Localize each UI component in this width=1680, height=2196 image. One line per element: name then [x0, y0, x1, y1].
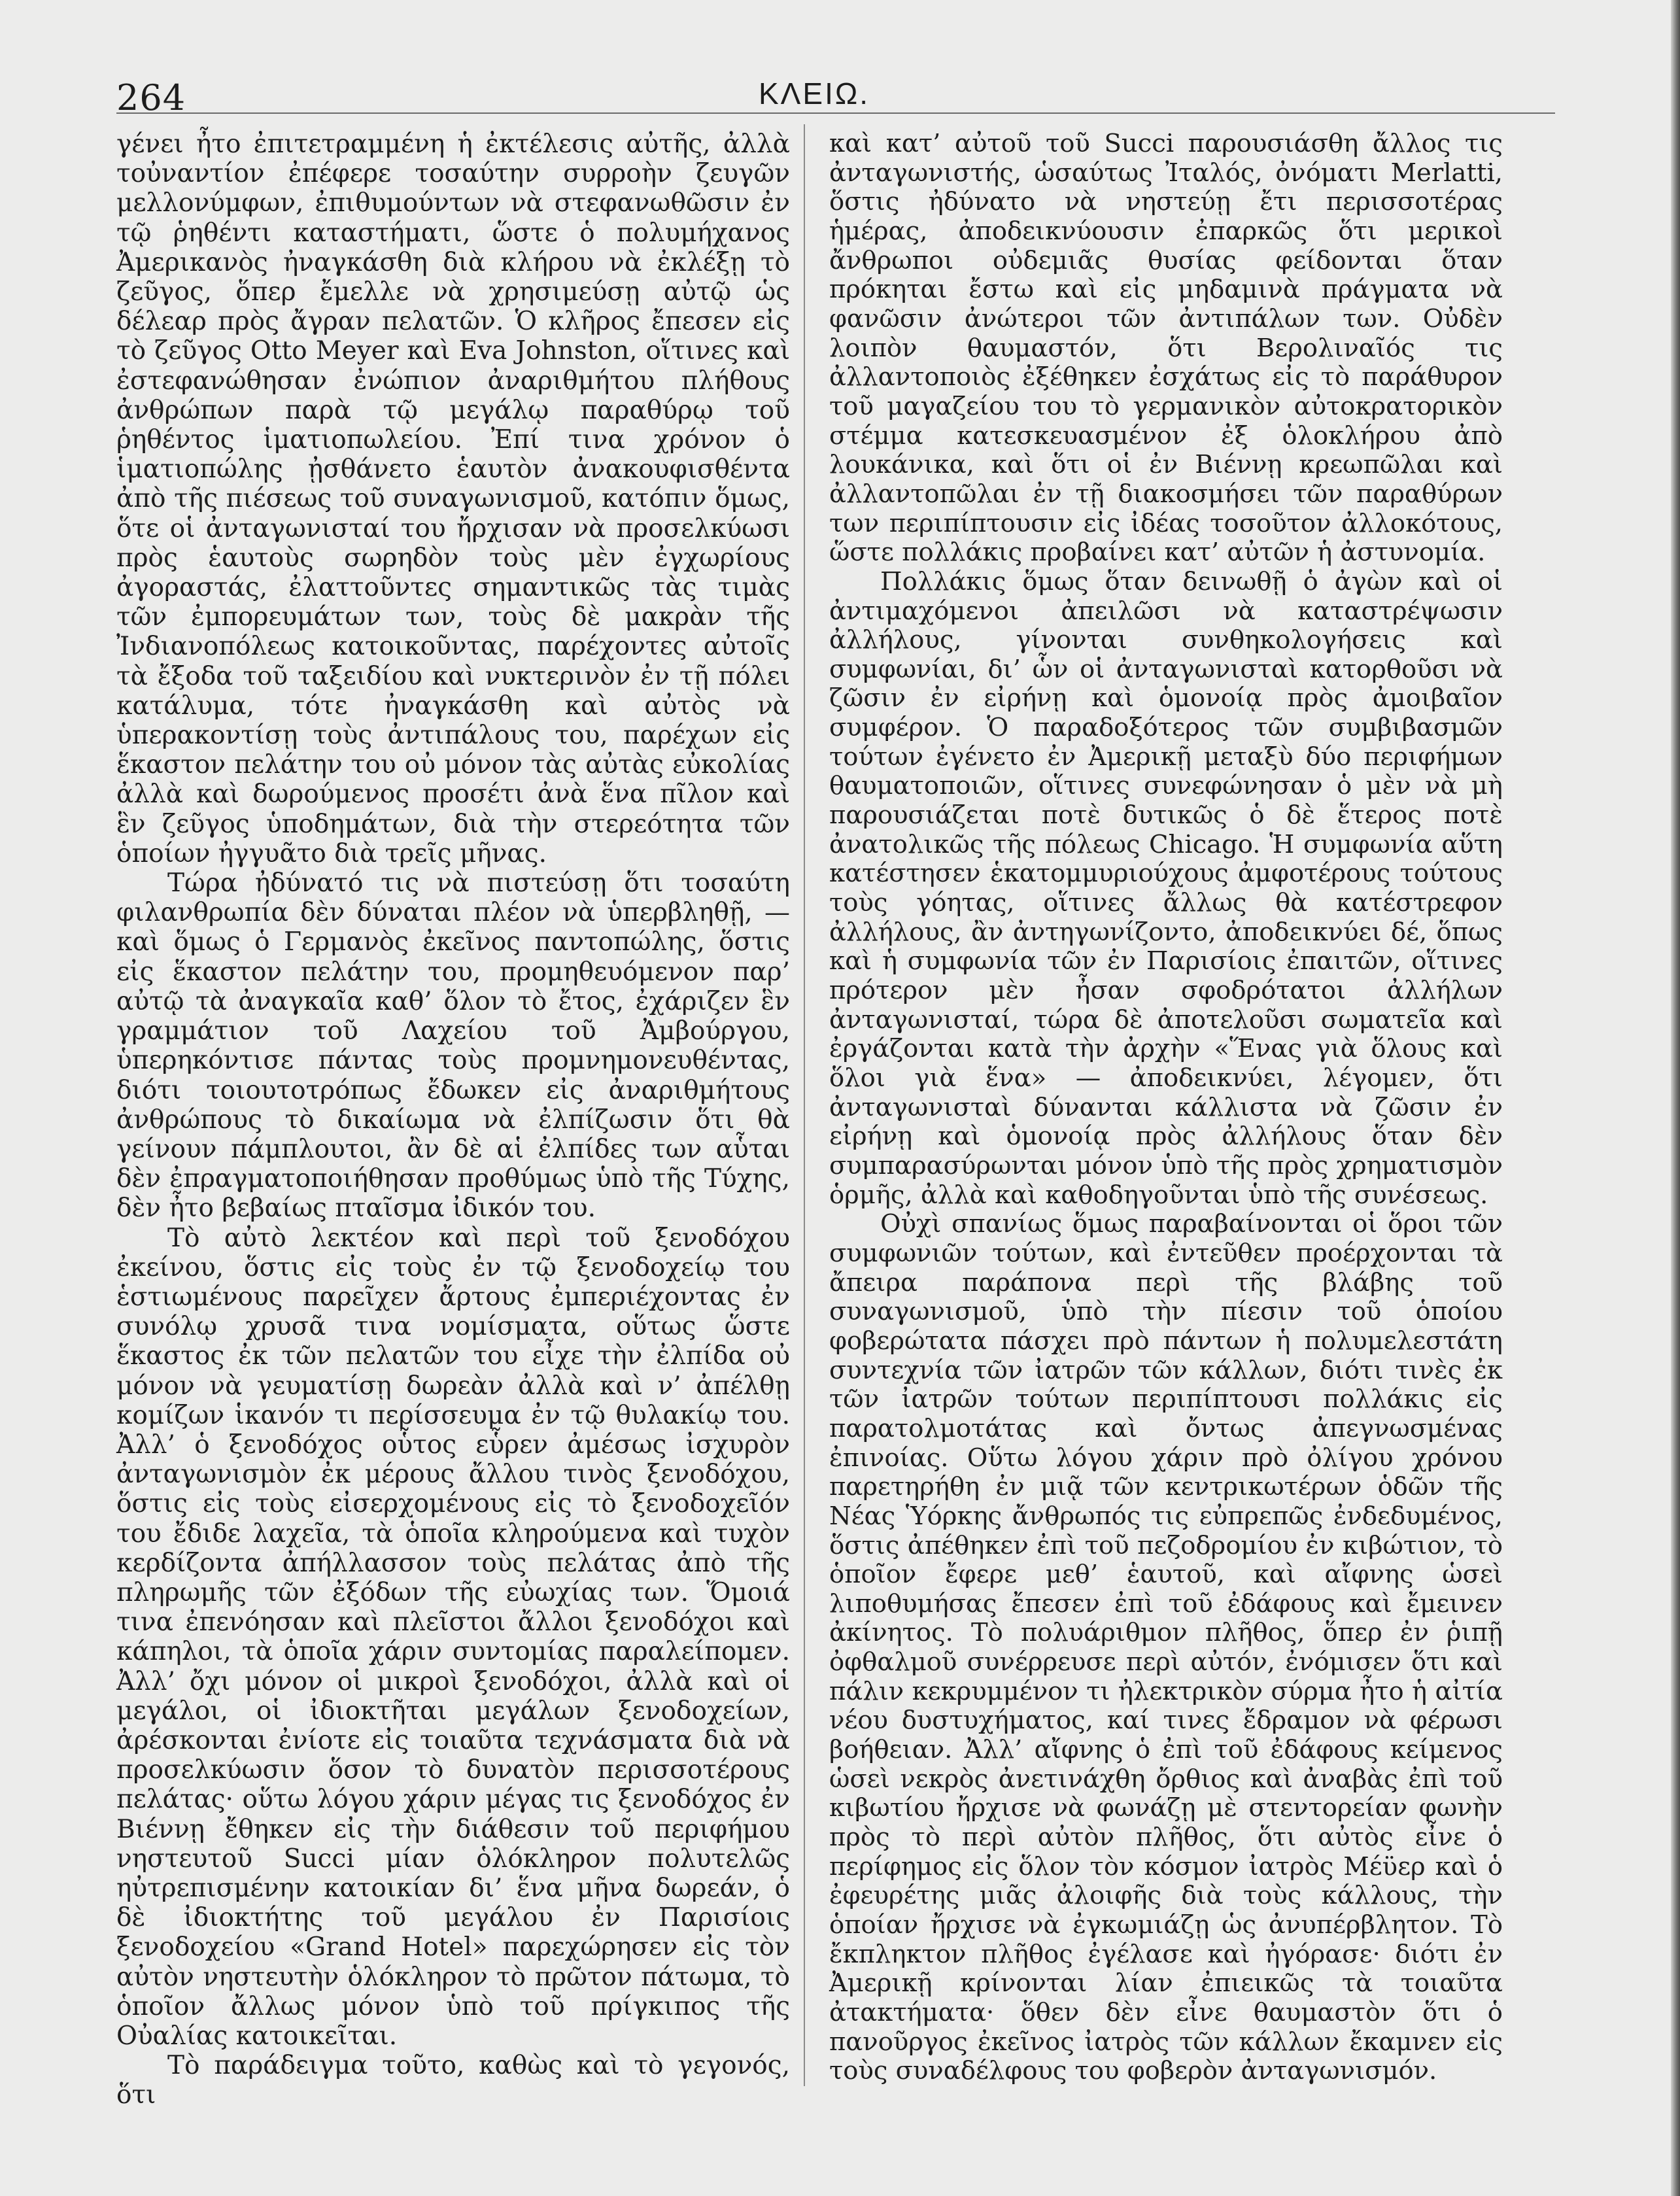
paragraph: Πολλάκις ὅμως ὅταν δεινωθῇ ὁ ἀγὼν καὶ οἱ ἀντιμαχόμενοι ἀπειλῶσι νὰ καταστρέψωσιν ἀλλήλους, γίνονται συνθηκολογήσεις καὶ συμφωνίαι, δι’ ὧν οἱ ἀνταγωνισταὶ κατορθοῦσι νὰ ζῶσιν ἐν εἰρήνῃ καὶ ὁμονοίᾳ πρὸς ἀμοιβαῖον συμφέρον. Ὁ παραδοξότερος τῶν συμβιβασμῶν τούτων ἐγένετο ἐν Ἀμερικῇ μεταξὺ δύο περιφήμων θαυματοποιῶν, οἵτινες συνεφώνησαν ὁ μὲν νὰ μὴ παρουσιάζεται ποτὲ δυτικῶς ὁ δὲ ἕτερος ποτὲ ἀνατολικῶς τῆς πόλεως Chicago. Ἡ συμφωνία αὕτη κατέστησεν ἑκατομμυριούχους ἀμφοτέρους τούτους τοὺς γόητας, οἵτινες ἄλλως θὰ κατέστρεφον ἀλλήλους, ἂν ἀντηγωνίζοντο, ἀποδεικνύει δέ, ὅπως καὶ ἡ συμφωνία τῶν ἐν Παρισίοις ἐπαιτῶν, οἵτινες πρότερον μὲν ἦσαν σφοδρότατοι ἀλλήλων ἀνταγωνισταί, τώρα δὲ ἀποτελοῦσι σωματεῖα καὶ ἐργάζονται κατὰ τὴν ἀρχὴν «Ἕνας γιὰ ὅλους καὶ ὅλοι γιὰ ἕνα» — ἀποδεικνύει, λέγομεν, ὅτι ἀνταγωνισταὶ δύνανται κάλλιστα νὰ ζῶσιν ἐν εἰρήνῃ καὶ ὁμονοίᾳ πρὸς ἀλλήλους ὅταν δὲν συμπαρασύρωνται μόνον ὑπὸ τῆς πρὸς χρηματισμὸν ὁρμῆς, ἀλλὰ καὶ καθοδηγοῦνται ὑπὸ τῆς συνέσεως. [829, 566, 1503, 1210]
paragraph: Τὸ παράδειγμα τοῦτο, καθὼς καὶ τὸ γεγονός, ὅτι [116, 2051, 790, 2110]
column-divider [804, 124, 805, 2086]
journal-title: ΚΛΕΙΩ. [759, 77, 870, 111]
paragraph: γένει ἦτο ἐπιτετραμμένη ἡ ἐκτέλεσις αὐτῆς, ἀλλὰ τοὐναντίον ἐπέφερε τοσαύτην συρροὴν ζευγῶν μελλονύμφων, ἐπιθυμούντων νὰ στεφανωθῶσιν ἐν τῷ ῥηθέντι καταστήματι, ὥστε ὁ πολυμήχανος Ἀμερικανὸς ἠναγκάσθη διὰ κλήρου νὰ ἐκλέξῃ τὸ ζεῦγος, ὅπερ ἔμελλε νὰ χρησιμεύσῃ αὐτῷ ὡς δέλεαρ πρὸς ἄγραν πελατῶν. Ὁ κλῆρος ἔπεσεν εἰς τὸ ζεῦγος Otto Meyer καὶ Eva Johnston, οἵτινες καὶ ἐστεφανώθησαν ἐνώπιον ἀναριθμήτου πλήθους ἀνθρώπων παρὰ τῷ μεγάλῳ παραθύρῳ τοῦ ῥηθέντος ἱματιοπωλείου. Ἐπί τινα χρόνον ὁ ἱματιοπώλης ᾐσθάνετο ἑαυτὸν ἀνακουφισθέντα ἀπὸ τῆς πιέσεως τοῦ συναγωνισμοῦ, κατόπιν ὅμως, ὅτε οἱ ἀνταγωνισταί του ἤρχισαν νὰ προσελκύωσι πρὸς ἑαυτοὺς σωρηδὸν τοὺς μὲν ἐγχωρίους ἀγοραστάς, ἐλαττοῦντες σημαντικῶς τὰς τιμὰς τῶν ἐμπορευμάτων των, τοὺς δὲ μακρὰν τῆς Ἰνδιανοπόλεως κατοικοῦντας, παρέχοντες αὐτοῖς τὰ ἔξοδα τοῦ ταξειδίου καὶ νυκτερινὸν ἐν τῇ πόλει κατάλυμα, τότε ἠναγκάσθη καὶ αὐτὸς νὰ ὑπερακοντίσῃ τοὺς ἀντιπάλους του, παρέχων εἰς ἕκαστον πελάτην του οὐ μόνον τὰς αὐτὰς εὐκολίας ἀλλὰ καὶ δωρούμενος προσέτι ἀνὰ ἕνα πῖλον καὶ ἓν ζεῦγος ὑποδημάτων, διὰ τὴν στερεότητα τῶν ὁποίων ἠγγυᾶτο διὰ τρεῖς μῆνας. [116, 129, 790, 868]
paragraph: Τὸ αὐτὸ λεκτέον καὶ περὶ τοῦ ξενοδόχου ἐκείνου, ὅστις εἰς τοὺς ἐν τῷ ξενοδοχείῳ του ἑστιωμένους παρεῖχεν ἄρτους ἐμπεριέχοντας ἐν συνόλῳ χρυσᾶ τινα νομίσματα, οὕτως ὥστε ἕκαστος ἐκ τῶν πελατῶν του εἶχε τὴν ἐλπίδα οὐ μόνον νὰ γευματίσῃ δωρεὰν ἀλλὰ καὶ ν’ ἀπέλθῃ κομίζων ἱκανόν τι περίσσευμα ἐν τῷ θυλακίῳ του. Ἀλλ’ ὁ ξενοδόχος οὗτος εὗρεν ἀμέσως ἰσχυρὸν ἀνταγωνισμὸν ἐκ μέρους ἄλλου τινὸς ξενοδόχου, ὅστις εἰς τοὺς εἰσερχομένους εἰς τὸ ξενοδοχεῖόν του ἔδιδε λαχεῖα, τὰ ὁποῖα κληρούμενα καὶ τυχὸν κερδίζοντα ἀπήλλασσον τοὺς πελάτας ἀπὸ τῆς πληρωμῆς τῶν ἐξόδων τῆς εὐωχίας των. Ὅμοιά τινα ἐπενόησαν καὶ πλεῖστοι ἄλλοι ξενοδόχοι καὶ κάπηλοι, τὰ ὁποῖα χάριν συντομίας παραλείπομεν. Ἀλλ’ ὄχι μόνον οἱ μικροὶ ξενοδόχοι, ἀλλὰ καὶ οἱ μεγάλοι, οἱ ἰδιοκτῆται μεγάλων ξενοδοχείων, ἀρέσκονται ἐνίοτε εἰς τοιαῦτα τεχνάσματα διὰ νὰ προσελκύωσιν ὅσον τὸ δυνατὸν περισσοτέρους πελάτας· οὕτω λόγου χάριν μέγας τις ξενοδόχος ἐν Βιέννῃ ἔθηκεν εἰς τὴν διάθεσιν τοῦ περιφήμου νηστευτοῦ Succi μίαν ὁλόκληρον πολυτελῶς ηὐτρεπισμένην κατοικίαν δι’ ἕνα μῆνα δωρεάν, ὁ δὲ ἰδιοκτήτης τοῦ μεγάλου ἐν Παρισίοις ξενοδοχείου «Grand Hotel» παρεχώρησεν εἰς τὸν αὐτὸν νηστευτὴν ὁλόκληρον τὸ πρῶτον πάτωμα, τὸ ὁποῖον ἄλλως μόνον ὑπὸ τοῦ πρίγκιπος τῆς Οὐαλίας κατοικεῖται. [116, 1223, 790, 2051]
paragraph: Τώρα ἠδύνατό τις νὰ πιστεύσῃ ὅτι τοσαύτη φιλανθρωπία δὲν δύναται πλέον νὰ ὑπερβληθῇ, — καὶ ὅμως ὁ Γερμανὸς ἐκεῖνος παντοπώλης, ὅστις εἰς ἕκαστον πελάτην του, προμηθευόμενον παρ’ αὐτῷ τὰ ἀναγκαῖα καθ’ ὅλον τὸ ἔτος, ἐχάριζεν ἓν γραμμάτιον τοῦ Λαχείου τοῦ Ἀμβούργου, ὑπερηκόντισε πάντας τοὺς προμνημονευθέντας, διότι τοιουτοτρόπως ἔδωκεν εἰς ἀναριθμήτους ἀνθρώπους τὸ δικαίωμα νὰ ἐλπίζωσιν ὅτι θὰ γείνουν πάμπλουτοι, ἂν δὲ αἱ ἐλπίδες των αὗται δὲν ἐπραγματοποιήθησαν προθύμως ὑπὸ τῆς Τύχης, δὲν ἦτο βεβαίως πταῖσμα ἰδικόν του. [116, 868, 790, 1224]
page-binding-edge [1671, 0, 1680, 2196]
header-rule [116, 112, 1555, 114]
page-number: 264 [116, 77, 186, 118]
left-column [116, 129, 790, 2110]
right-column [829, 129, 1503, 2086]
paragraph: καὶ κατ’ αὐτοῦ τοῦ Succi παρουσιάσθη ἄλλος τις ἀνταγωνιστής, ὡσαύτως Ἰταλός, ὀνόματι Merlatti, ὅστις ἠδύνατο νὰ νηστεύῃ ἔτι περισσοτέρας ἡμέρας, ἀποδεικνύουσιν ἐπαρκῶς ὅτι μερικοὶ ἄνθρωποι οὐδεμιᾶς θυσίας φείδονται ὅταν πρόκηται ἔστω καὶ εἰς μηδαμινὰ πράγματα νὰ φανῶσιν ἀνώτεροι τῶν ἀντιπάλων των. Οὐδὲν λοιπὸν θαυμαστόν, ὅτι Βερολιναῖός τις ἀλλαντοποιὸς ἐξέθηκεν ἐσχάτως εἰς τὸ παράθυρον τοῦ μαγαζείου του τὸ γερμανικὸν αὐτοκρατορικὸν στέμμα κατεσκευασμένον ἐξ ὁλοκλήρου ἀπὸ λουκάνικα, καὶ ὅτι οἱ ἐν Βιέννῃ κρεωπῶλαι καὶ ἀλλαντοπῶλαι ἐν τῇ διακοσμήσει τῶν παραθύρων των περιπίπτουσιν εἰς ἰδέας τοσοῦτον ἀλλοκότους, ὥστε πολλάκις προβαίνει κατ’ αὐτῶν ἡ ἀστυνομία. [829, 129, 1503, 568]
paragraph: Οὐχὶ σπανίως ὅμως παραβαίνονται οἱ ὅροι τῶν συμφωνιῶν τούτων, καὶ ἐντεῦθεν προέρχονται τὰ ἄπειρα παράπονα περὶ τῆς βλάβης τοῦ συναγωνισμοῦ, ὑπὸ τὴν πίεσιν τοῦ ὁποίου φοβερώτατα πάσχει πρὸ πάντων ἡ πολυμελεστάτη συντεχνία τῶν ἰατρῶν τῶν κάλλων, διότι τινὲς ἐκ τῶν ἰατρῶν τούτων περιπίπτουσι πολλάκις εἰς παρατολμοτάτας καὶ ὄντως ἀπεγνωσμένας ἐπινοίας. Οὕτω λόγου χάριν πρὸ ὀλίγου χρόνου παρετηρήθη ἐν μιᾷ τῶν κεντρικωτέρων ὁδῶν τῆς Νέας Ὑόρκης ἄνθρωπός τις εὐπρεπῶς ἐνδεδυμένος, ὅστις ἀπέθηκεν ἐπὶ τοῦ πεζοδρομίου ἐν κιβώτιον, τὸ ὁποῖον ἔφερε μεθ’ ἑαυτοῦ, καὶ αἴφνης ὡσεὶ λιποθυμήσας ἔπεσεν ἐπὶ τοῦ ἐδάφους καὶ ἔμεινεν ἀκίνητος. Τὸ πολυάριθμον πλῆθος, ὅπερ ἐν ῥιπῇ ὀφθαλμοῦ συνέρρευσε περὶ αὐτόν, ἐνόμισεν ὅτι καὶ πάλιν κεκρυμμένον τι ἠλεκτρικὸν σύρμα ἦτο ἡ αἰτία νέου δυστυχήματος, καί τινες ἔδραμον νὰ φέρωσι βοήθειαν. Ἀλλ’ αἴφνης ὁ ἐπὶ τοῦ ἐδάφους κείμενος ὡσεὶ νεκρὸς ἀνετινάχθη ὄρθιος καὶ ἀναβὰς ἐπὶ τοῦ κιβωτίου ἤρχισε νὰ φωνάζῃ μὲ στεντορείαν φωνὴν πρὸς τὸ περὶ αὐτὸν πλῆθος, ὅτι αὐτὸς εἶνε ὁ περίφημος εἰς ὅλον τὸν κόσμον ἰατρὸς Μέϋερ καὶ ὁ ἐφευρέτης μιᾶς ἀλοιφῆς διὰ τοὺς κάλλους, τὴν ὁποίαν ἤρχισε νὰ ἐγκωμιάζῃ ὡς ἀνυπέρβλητον. Τὸ ἔκπληκτον πλῆθος ἐγέλασε καὶ ἠγόρασε· διότι ἐν Ἀμερικῇ κρίνονται λίαν ἐπιεικῶς τὰ τοιαῦτα ἀτακτήματα· ὅθεν δὲν εἶνε θαυμαστὸν ὅτι ὁ πανοῦργος ἐκεῖνος ἰατρὸς τῶν κάλλων ἔκαμνεν εἰς τοὺς συναδέλφους του φοβερὸν ἀνταγωνισμόν. [829, 1209, 1503, 2086]
